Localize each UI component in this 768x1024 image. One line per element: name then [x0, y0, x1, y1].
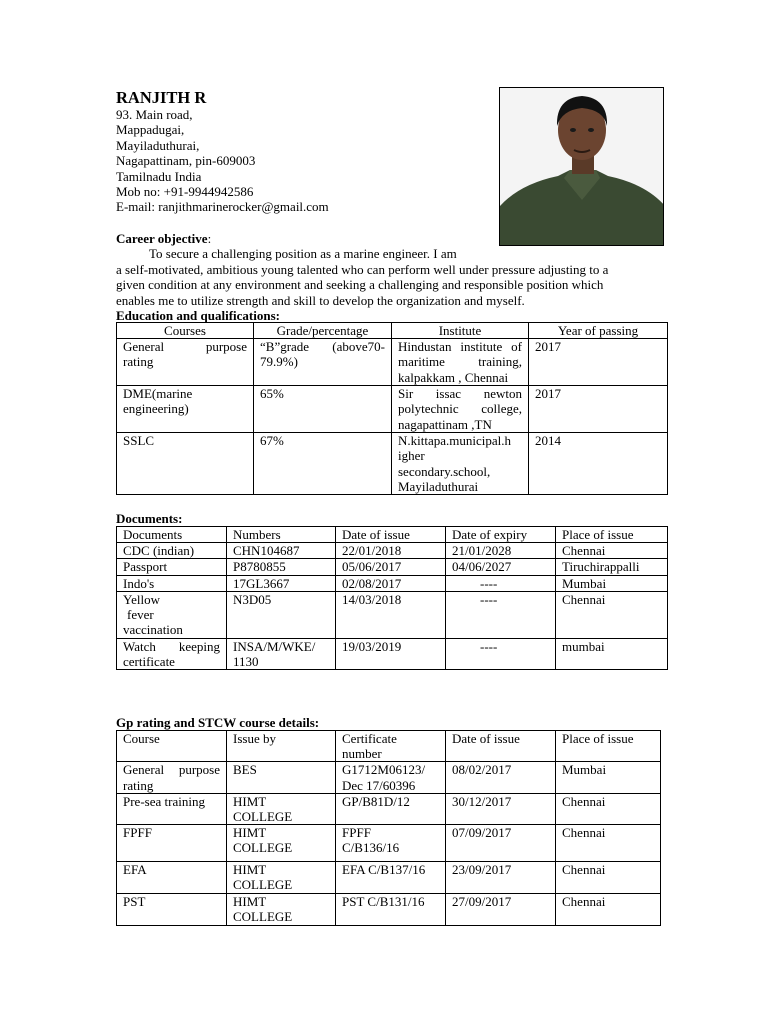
column-header: Institute [392, 323, 529, 339]
table-row [117, 894, 661, 925]
issue-date-cell: 23/09/2017 [446, 862, 556, 894]
career-objective-heading: Career objective: [116, 231, 212, 246]
career-objective-text: To secure a challenging position as a marine engineer. I am a self-motivated, ambitious young talented who can perform well under pressure adjusting to a given condition at any environment and seeking a challenging and responsible position which enables me to utilize strength and skill to develop the organization and myself. [116, 246, 609, 308]
column-header: Issue by [227, 731, 336, 762]
table-row [117, 793, 661, 824]
grade-cell: 65% [254, 386, 392, 433]
table-row [117, 575, 668, 591]
document-cell: CDC (indian) [117, 543, 227, 559]
expiry-date-cell: ---- [446, 575, 556, 591]
grade-cell: 67% [254, 433, 392, 495]
course-cell: Pre-sea training [117, 793, 227, 824]
document-cell: Watch keeping certificate [117, 638, 227, 669]
expiry-date-cell: 04/06/2027 [446, 559, 556, 575]
issue-date-cell: 30/12/2017 [446, 793, 556, 824]
column-header: Course [117, 731, 227, 762]
table-row [117, 825, 661, 862]
table-row [117, 638, 668, 669]
document-cell: Passport [117, 559, 227, 575]
course-cell: PST [117, 894, 227, 925]
address-line: Nagapattinam, pin-609003 [116, 153, 256, 169]
issue-date-cell: 27/09/2017 [446, 894, 556, 925]
course-cell: General purpose rating [117, 339, 254, 386]
certificate-cell: G1712M06123/ Dec 17/60396 [336, 762, 446, 793]
issue-date-cell: 14/03/2018 [336, 591, 446, 638]
column-header: Year of passing [529, 323, 668, 339]
table-row [117, 339, 668, 386]
stcw-heading: Gp rating and STCW course details: [116, 715, 320, 730]
place-cell: Chennai [556, 825, 661, 862]
phone-number: Mob no: +91-9944942586 [116, 184, 254, 200]
column-header: Place of issue [556, 731, 661, 762]
place-cell: Chennai [556, 793, 661, 824]
expiry-date-cell: ---- [446, 638, 556, 669]
table-row [117, 559, 668, 575]
column-header: Numbers [227, 527, 336, 543]
education-heading: Education and qualifications: [116, 308, 280, 323]
documents-heading: Documents: [116, 511, 183, 526]
issuer-cell: HIMT COLLEGE [227, 825, 336, 862]
issue-date-cell: 07/09/2017 [446, 825, 556, 862]
column-header: Date of issue [336, 527, 446, 543]
course-cell: EFA [117, 862, 227, 894]
address-line: 93. Main road, [116, 107, 193, 122]
place-cell: Mumbai [556, 575, 668, 591]
certificate-cell: FPFF C/B136/16 [336, 825, 446, 862]
issue-date-cell: 05/06/2017 [336, 559, 446, 575]
certificate-cell: EFA C/B137/16 [336, 862, 446, 894]
issuer-cell: HIMT COLLEGE [227, 793, 336, 824]
certificate-cell: GP/B81D/12 [336, 793, 446, 824]
place-cell: Chennai [556, 591, 668, 638]
year-cell: 2014 [529, 433, 668, 495]
table-row [117, 386, 668, 433]
year-cell: 2017 [529, 386, 668, 433]
issuer-cell: BES [227, 762, 336, 793]
table-row [117, 762, 661, 793]
place-cell: mumbai [556, 638, 668, 669]
email-address: E-mail: ranjithmarinerocker@gmail.com [116, 199, 329, 215]
address-line: Tamilnadu India [116, 168, 202, 184]
place-cell: Tiruchirappalli [556, 559, 668, 575]
certificate-cell: PST C/B131/16 [336, 894, 446, 925]
column-header: Documents [117, 527, 227, 543]
address-line: Mappadugai, [116, 122, 185, 138]
place-cell: Chennai [556, 894, 661, 925]
column-header: Place of issue [556, 527, 668, 543]
stcw-header-row [117, 731, 661, 762]
number-cell: INSA/M/WKE/ 1130 [227, 638, 336, 669]
table-row [117, 543, 668, 559]
number-cell: 17GL3667 [227, 575, 336, 591]
place-cell: Chennai [556, 543, 668, 559]
column-header: Date of expiry [446, 527, 556, 543]
place-cell: Mumbai [556, 762, 661, 793]
issue-date-cell: 08/02/2017 [446, 762, 556, 793]
table-row [117, 591, 668, 638]
year-cell: 2017 [529, 339, 668, 386]
documents-table [116, 526, 668, 670]
place-cell: Chennai [556, 862, 661, 894]
course-cell: General purpose rating [117, 762, 227, 793]
education-header-row [117, 323, 668, 339]
number-cell: P8780855 [227, 559, 336, 575]
course-cell: SSLC [117, 433, 254, 495]
table-row [117, 433, 668, 495]
expiry-date-cell: ---- [446, 591, 556, 638]
issuer-cell: HIMT COLLEGE [227, 862, 336, 894]
column-header: Courses [117, 323, 254, 339]
contact-block [116, 107, 329, 215]
institute-cell: Hindustan institute of maritime training, kalpakkam , Chennai [392, 339, 529, 386]
applicant-name: RANJITH R [116, 88, 207, 107]
issue-date-cell: 19/03/2019 [336, 638, 446, 669]
document-cell: Indo's [117, 575, 227, 591]
person-portrait-icon [500, 88, 664, 246]
stcw-table [116, 730, 661, 926]
issue-date-cell: 22/01/2018 [336, 543, 446, 559]
column-header: Date of issue [446, 731, 556, 762]
column-header: Grade/percentage [254, 323, 392, 339]
document-cell: Yellow fever vaccination [117, 591, 227, 638]
table-row [117, 862, 661, 894]
issuer-cell: HIMT COLLEGE [227, 894, 336, 925]
institute-cell: Sir issac newton polytechnic college, nagapattinam ,TN [392, 386, 529, 433]
grade-cell: “B”grade (above70- 79.9%) [254, 339, 392, 386]
education-table [116, 322, 668, 495]
number-cell: N3D05 [227, 591, 336, 638]
column-header: Certificate number [336, 731, 446, 762]
course-cell: FPFF [117, 825, 227, 862]
institute-cell: N.kittapa.municipal.h igher secondary.school, Mayiladuthurai [392, 433, 529, 495]
course-cell: DME(marine engineering) [117, 386, 254, 433]
issue-date-cell: 02/08/2017 [336, 575, 446, 591]
address-line: Mayiladuthurai, [116, 137, 200, 153]
number-cell: CHN104687 [227, 543, 336, 559]
documents-header-row [117, 527, 668, 543]
profile-photo [499, 87, 664, 246]
expiry-date-cell: 21/01/2028 [446, 543, 556, 559]
